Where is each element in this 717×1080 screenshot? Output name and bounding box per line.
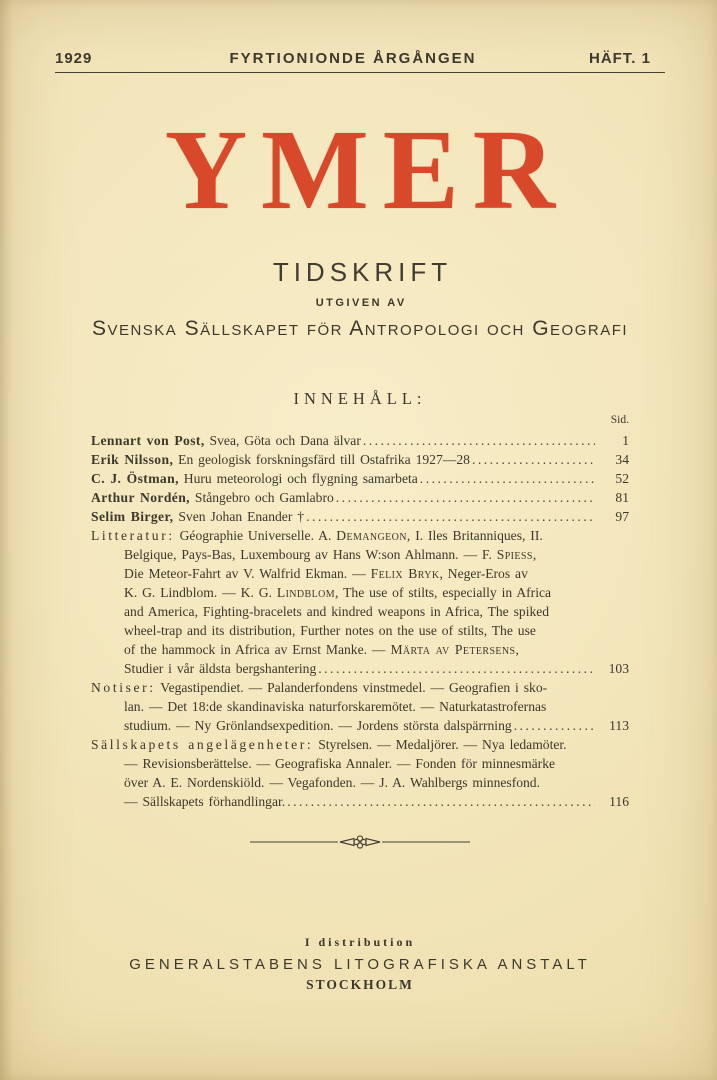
toc-line: [91, 697, 629, 716]
toc-entry: [91, 735, 629, 811]
dotted-leader: [306, 507, 595, 526]
toc-page-number: 81: [615, 490, 629, 505]
toc-entry: [91, 431, 629, 450]
toc-page-number: 113: [609, 718, 629, 733]
dotted-leader: [318, 659, 595, 678]
toc-line: [91, 564, 629, 583]
toc-line-text: wheel-trap and its distribution, Further notes on the use of stilts, The use: [124, 623, 536, 638]
header-volume: FYRTIONIONDE ÅRGÅNGEN: [229, 50, 477, 67]
toc-line: [91, 754, 629, 773]
toc-line: [91, 431, 629, 450]
dotted-leader: [287, 792, 595, 811]
toc-page-number: 52: [615, 471, 629, 486]
toc-line: [91, 735, 629, 754]
toc-page-number: 116: [609, 794, 629, 809]
toc-line: [91, 773, 629, 792]
toc-line: [91, 469, 629, 488]
toc-line: [91, 488, 629, 507]
toc-line-text: Lennart von Post, Svea, Göta och Dana älvar: [91, 433, 361, 448]
header-issue: HÄFT. 1: [588, 50, 651, 67]
printer-city: STOCKHOLM: [306, 977, 414, 992]
toc-line-text: Notiser: Vegastipendiet. — Palanderfondens vinstmedel. — Geografien i sko-: [91, 680, 548, 695]
toc-page-number: 34: [615, 452, 629, 467]
dotted-leader: [336, 488, 595, 507]
table-of-contents: [91, 431, 629, 811]
toc-entry: [91, 450, 629, 469]
journal-subtitle: TIDSKRIFT: [272, 257, 453, 287]
toc-line: [91, 716, 629, 735]
toc-line: [91, 678, 629, 697]
toc-entry: [91, 488, 629, 507]
toc-line: [91, 450, 629, 469]
toc-line: [91, 792, 629, 811]
journal-header: [55, 0, 665, 73]
contents-heading: INNEHÅLL:: [293, 389, 427, 408]
toc-page-number: 103: [608, 661, 629, 676]
dotted-leader: [420, 469, 595, 488]
toc-line-text: Litteratur: Géographie Universelle. A. Demangeon, I. Iles Britanniques, II.: [91, 528, 543, 543]
toc-line: [91, 659, 629, 678]
dotted-leader: [363, 431, 595, 450]
toc-page-number: 97: [615, 509, 629, 524]
toc-line-text: and America, Fighting-bracelets and kindred weapons in Africa, The spiked: [124, 604, 550, 619]
divider-ornament-icon: [91, 833, 629, 851]
journal-title: YMER: [164, 106, 570, 233]
publisher-intro: UTGIVEN AV: [315, 297, 407, 309]
toc-entry: [91, 469, 629, 488]
toc-line-text: Sällskapets angelägenheter: Styrelsen. — Medaljörer. — Nya ledamöter.: [91, 737, 567, 752]
toc-line-text: Selim Birger, Sven Johan Enander †: [91, 509, 305, 524]
toc-line-text: of the hammock in Africa av Ernst Manke. — Märta av Petersens,: [124, 642, 519, 657]
toc-page-number: 1: [622, 433, 629, 448]
toc-entry: [91, 507, 629, 526]
publisher-name: Svenska Sällskapet för Antropologi och Geografi: [91, 317, 629, 340]
imprint: [91, 935, 629, 993]
page-column-label: Sid.: [610, 414, 629, 426]
toc-line: [91, 621, 629, 640]
toc-line: [91, 640, 629, 659]
header-year: 1929: [55, 50, 93, 67]
toc-line-text: studium. — Ny Grönlandsexpedition. — Jordens största dalspärrning: [124, 718, 512, 733]
toc-entry: [91, 678, 629, 735]
dotted-leader: [514, 716, 595, 735]
toc-entry: [91, 526, 629, 678]
toc-line: [91, 545, 629, 564]
toc-line-text: — Sällskapets förhandlingar.: [124, 794, 286, 809]
toc-line-text: Erik Nilsson, En geologisk forskningsfärd till Ostafrika 1927—28: [91, 452, 470, 467]
toc-line-text: Die Meteor-Fahrt av V. Walfrid Ekman. — Felix Bryk, Neger-Eros av: [124, 566, 528, 581]
toc-line: [91, 526, 629, 545]
toc-line-text: över A. E. Nordenskiöld. — Vegafonden. — J. A. Wahlbergs minnesfond.: [124, 775, 541, 790]
dotted-leader: [472, 450, 595, 469]
toc-line-text: Studier i vår äldsta bergshantering: [124, 661, 317, 676]
toc-line-text: Belgique, Pays-Bas, Luxembourg av Hans W:son Ahlmann. — F. Spiess,: [124, 547, 537, 562]
toc-line: [91, 507, 629, 526]
toc-line-text: Arthur Nordén, Stångebro och Gamlabro: [91, 490, 334, 505]
toc-line: [91, 602, 629, 621]
printer-name: GENERALSTABENS LITOGRAFISKA ANSTALT: [129, 956, 591, 973]
toc-line-text: — Revisionsberättelse. — Geografiska Annaler. — Fonden för minnesmärke: [124, 756, 556, 771]
toc-line: [91, 583, 629, 602]
masthead: [91, 106, 629, 341]
toc-line-text: lan. — Det 18:de skandinaviska naturforskaremötet. — Naturkatastrofernas: [124, 699, 547, 714]
toc-line-text: C. J. Östman, Huru meteorologi och flygning samarbeta: [91, 471, 418, 486]
distribution-note: I distribution: [304, 935, 416, 949]
toc-line-text: K. G. Lindblom. — K. G. Lindblom, The use of stilts, especially in Africa: [124, 585, 552, 600]
